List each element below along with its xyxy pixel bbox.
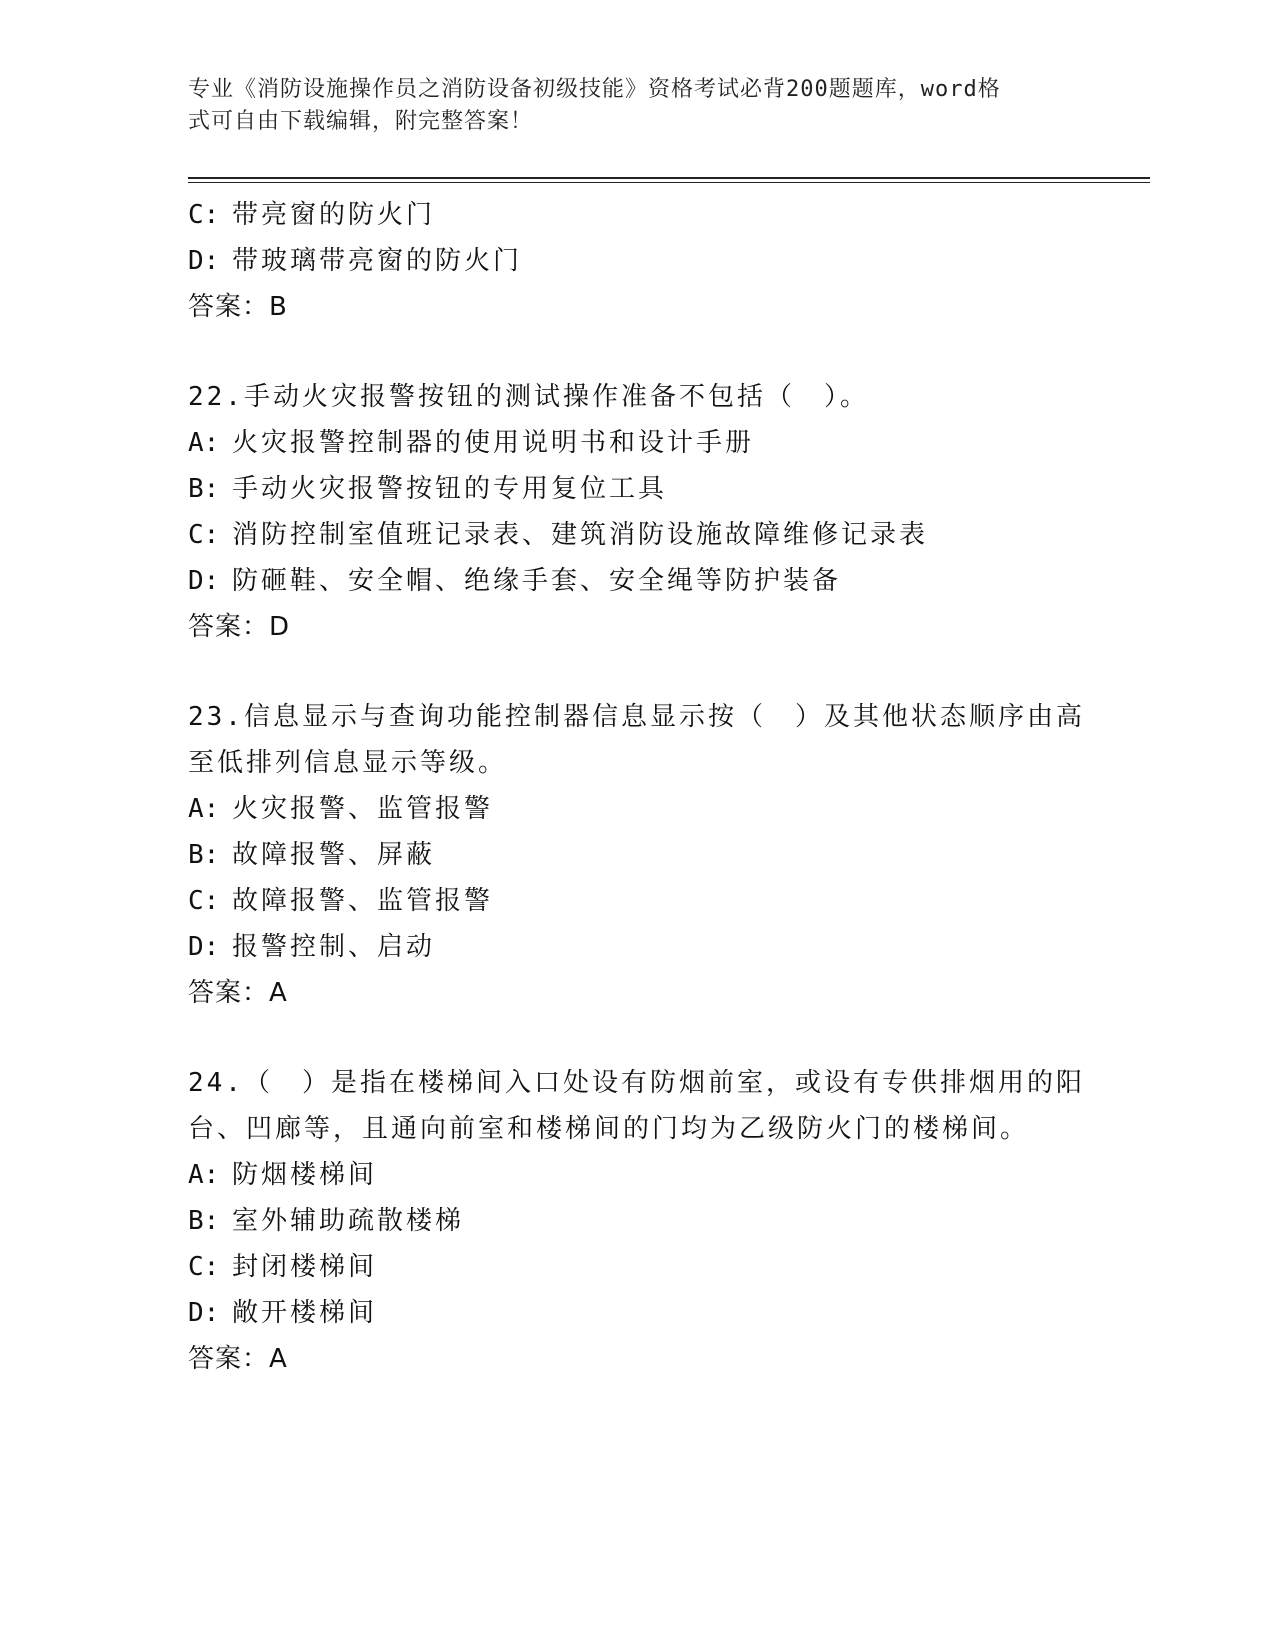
question-stem: 22.手动火灾报警按钮的测试操作准备不包括（ ）。 bbox=[188, 382, 869, 412]
question-22 bbox=[188, 374, 1088, 650]
option-c: C: 故障报警、监管报警 bbox=[188, 886, 494, 916]
option-d: D: 防砸鞋、安全帽、绝缘手套、安全绳等防护装备 bbox=[188, 566, 842, 596]
answer-line: 答案：D bbox=[188, 612, 291, 642]
option-a: A: 火灾报警、监管报警 bbox=[188, 794, 494, 824]
question-stem-cont: 台、凹廊等，且通向前室和楼梯间的门均为乙级防火门的楼梯间。 bbox=[188, 1114, 1030, 1144]
document-header bbox=[188, 74, 1068, 138]
question-stem: 23.信息显示与查询功能控制器信息显示按（ ）及其他状态顺序由高 bbox=[188, 702, 1085, 732]
header-line-1: 专业《消防设施操作员之消防设备初级技能》资格考试必背200题题库，word格 bbox=[188, 77, 1001, 102]
option-b: B: 室外辅助疏散楼梯 bbox=[188, 1206, 465, 1236]
option-c: C: 封闭楼梯间 bbox=[188, 1252, 378, 1282]
question-21-continued bbox=[188, 192, 1088, 330]
answer-line: 答案：B bbox=[188, 292, 288, 322]
answer-line: 答案：A bbox=[188, 978, 288, 1008]
question-stem: 24.（ ）是指在楼梯间入口处设有防烟前室，或设有专供排烟用的阳 bbox=[188, 1068, 1085, 1098]
question-24 bbox=[188, 1060, 1088, 1382]
option-b: B: 手动火灾报警按钮的专用复位工具 bbox=[188, 474, 668, 504]
option-d: D: 敞开楼梯间 bbox=[188, 1298, 378, 1328]
option-c: C: 消防控制室值班记录表、建筑消防设施故障维修记录表 bbox=[188, 520, 929, 550]
option-a: A: 防烟楼梯间 bbox=[188, 1160, 378, 1190]
header-rule-thick bbox=[188, 177, 1150, 179]
header-rule-thin bbox=[188, 182, 1150, 183]
answer-line: 答案：A bbox=[188, 1344, 288, 1374]
header-line-2: 式可自由下载编辑，附完整答案！ bbox=[188, 109, 534, 134]
option-d: D: 带玻璃带亮窗的防火门 bbox=[188, 246, 523, 276]
question-stem-cont: 至低排列信息显示等级。 bbox=[188, 748, 508, 778]
option-d: D: 报警控制、启动 bbox=[188, 932, 436, 962]
question-23 bbox=[188, 694, 1088, 1016]
option-b: B: 故障报警、屏蔽 bbox=[188, 840, 436, 870]
option-c: C: 带亮窗的防火门 bbox=[188, 200, 436, 230]
option-a: A: 火灾报警控制器的使用说明书和设计手册 bbox=[188, 428, 755, 458]
question-content bbox=[188, 192, 1088, 1382]
